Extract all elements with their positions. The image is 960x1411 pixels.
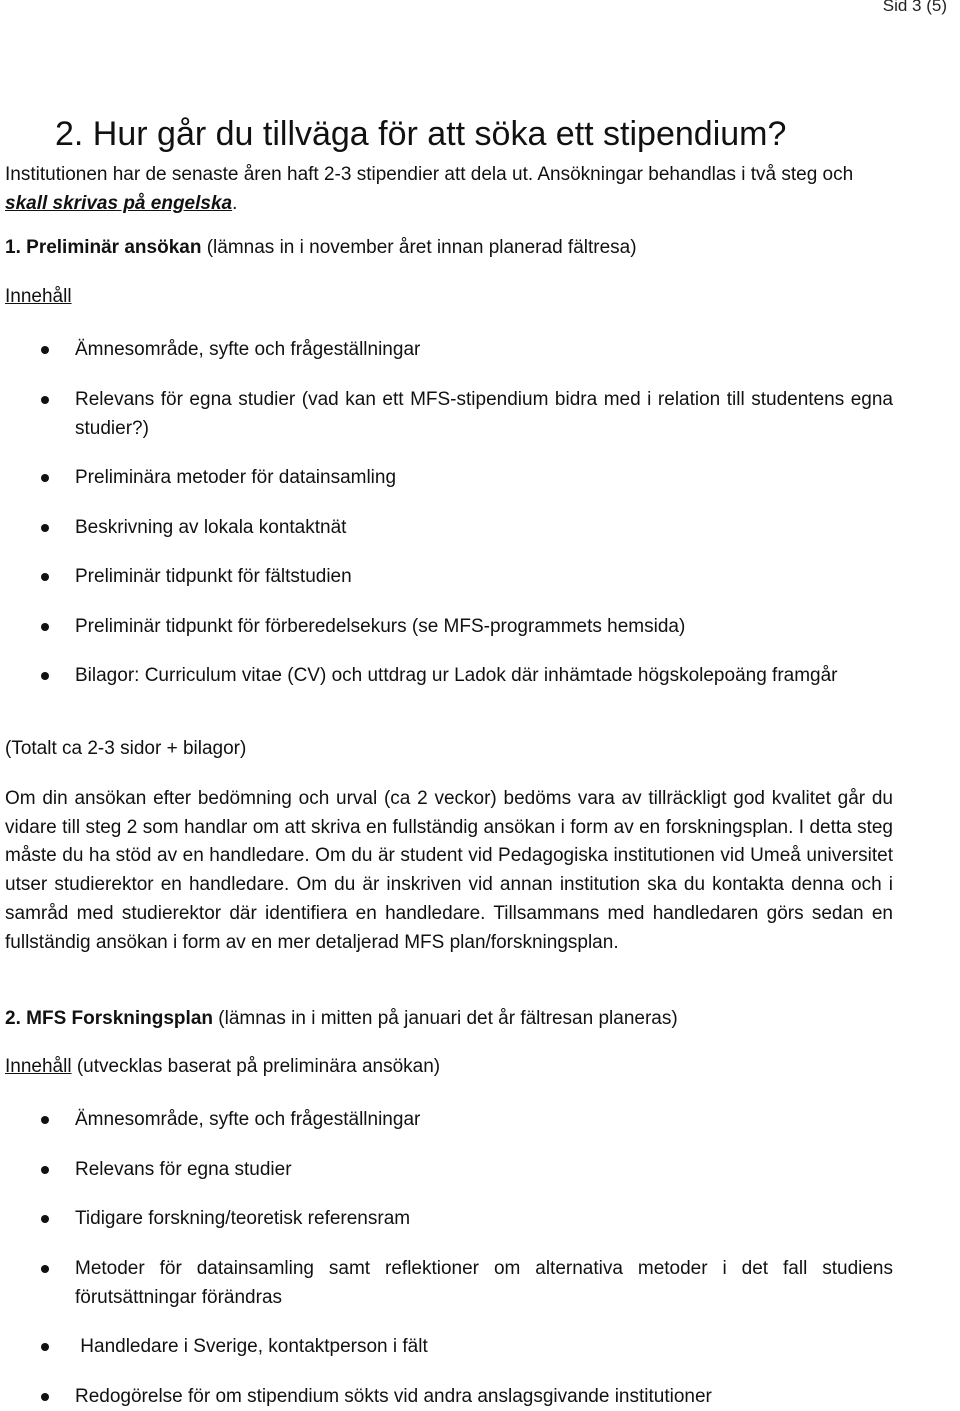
- section-heading: 2. Hur går du tillväga för att söka ett stipendium?: [55, 114, 787, 153]
- list-item-text: Preliminär tidpunkt för förberedelsekurs (se MFS-programmets hemsida): [75, 616, 686, 637]
- list-item-text: Bilagor: Curriculum vitae (CV) och uttdrag ur Ladok där inhämtade högskolepoäng framgår: [75, 665, 838, 686]
- list-item-text: Preliminär tidpunkt för fältstudien: [75, 566, 352, 587]
- bullet-icon: [41, 474, 49, 482]
- step2-content-label: Innehåll: [5, 1056, 72, 1077]
- list-item-text: Relevans för egna studier (vad kan ett MFS-stipendium bidra med i relation till studentens egna studier?): [75, 389, 893, 439]
- bullet-icon: [41, 1393, 49, 1401]
- step2-content-note: (utvecklas baserat på preliminära ansökan): [76, 1056, 441, 1077]
- list-item-text: Ämnesområde, syfte och frågeställningar: [75, 339, 421, 360]
- bullet-icon: [41, 573, 49, 581]
- step2-content-line: [5, 1056, 440, 1078]
- step1-length-note: (Totalt ca 2-3 sidor + bilagor): [5, 738, 247, 759]
- step1-title-line: [5, 237, 637, 259]
- bullet-icon: [41, 1343, 49, 1351]
- bullet-icon: [41, 346, 49, 354]
- step1-number: 1.: [5, 237, 21, 258]
- bullet-icon: [41, 672, 49, 680]
- step2-number: 2.: [5, 1008, 21, 1029]
- list-item-text: Tidigare forskning/teoretisk referensram: [75, 1208, 411, 1229]
- bullet-icon: [41, 623, 49, 631]
- step1-note: (lämnas in i november året innan planerad fältresa): [206, 237, 637, 258]
- bullet-icon: [41, 1215, 49, 1223]
- bullet-icon: [41, 1166, 49, 1174]
- step2-title-line: [5, 1008, 678, 1030]
- list-item-text: Preliminära metoder för datainsamling: [75, 467, 397, 488]
- bullet-icon: [41, 396, 49, 404]
- intro-emphasis: skall skrivas på engelska: [5, 193, 233, 214]
- list-item-text: Relevans för egna studier: [75, 1159, 292, 1180]
- list-item-text: Ämnesområde, syfte och frågeställningar: [75, 1109, 421, 1130]
- intro-text: Institutionen har de senaste åren haft 2-3 stipendier att dela ut. Ansökningar behandlas i två steg och: [5, 164, 854, 185]
- list-item-text: Handledare i Sverige, kontaktperson i fält: [75, 1336, 428, 1357]
- step2-title: MFS Forskningsplan: [26, 1008, 213, 1029]
- bullet-icon: [41, 1265, 49, 1273]
- bullet-icon: [41, 524, 49, 532]
- list-item-text: Beskrivning av lokala kontaktnät: [75, 517, 347, 538]
- bullet-icon: [41, 1116, 49, 1124]
- step1-title: Preliminär ansökan: [26, 237, 202, 258]
- list-item-text: Redogörelse för om stipendium sökts vid andra anslagsgivande institutioner: [75, 1386, 712, 1407]
- intro-paragraph: [5, 160, 900, 218]
- list-item-text: Metoder för datainsamling samt reflektioner om alternativa metoder i det fall studiens förutsättningar förändras: [75, 1258, 893, 1308]
- page-number: Sid 3 (5): [882, 0, 947, 15]
- step2-note: (lämnas in i mitten på januari det år fältresan planeras): [218, 1008, 678, 1029]
- step1-content-label: Innehåll: [5, 286, 72, 307]
- step1-paragraph: Om din ansökan efter bedömning och urval (ca 2 veckor) bedöms vara av tillräckligt god kvalitet går du vidare till steg 2 som handlar om att skriva en fullständig ansökan i form av en forskningsplan. I detta steg måste du ha stöd av en handledare. Om du är student vid Pedagogiska institutionen vid Umeå universitet utser studierektor en handledare. Om du är inskriven vid annan institution ska du kontakta denna och i samråd med studierektor där identifiera en handledare. Tillsammans med handledaren görs sedan en fullständig ansökan i form av en mer detaljerad MFS plan/forskningsplan.: [5, 788, 893, 953]
- intro-text-end: .: [232, 193, 238, 214]
